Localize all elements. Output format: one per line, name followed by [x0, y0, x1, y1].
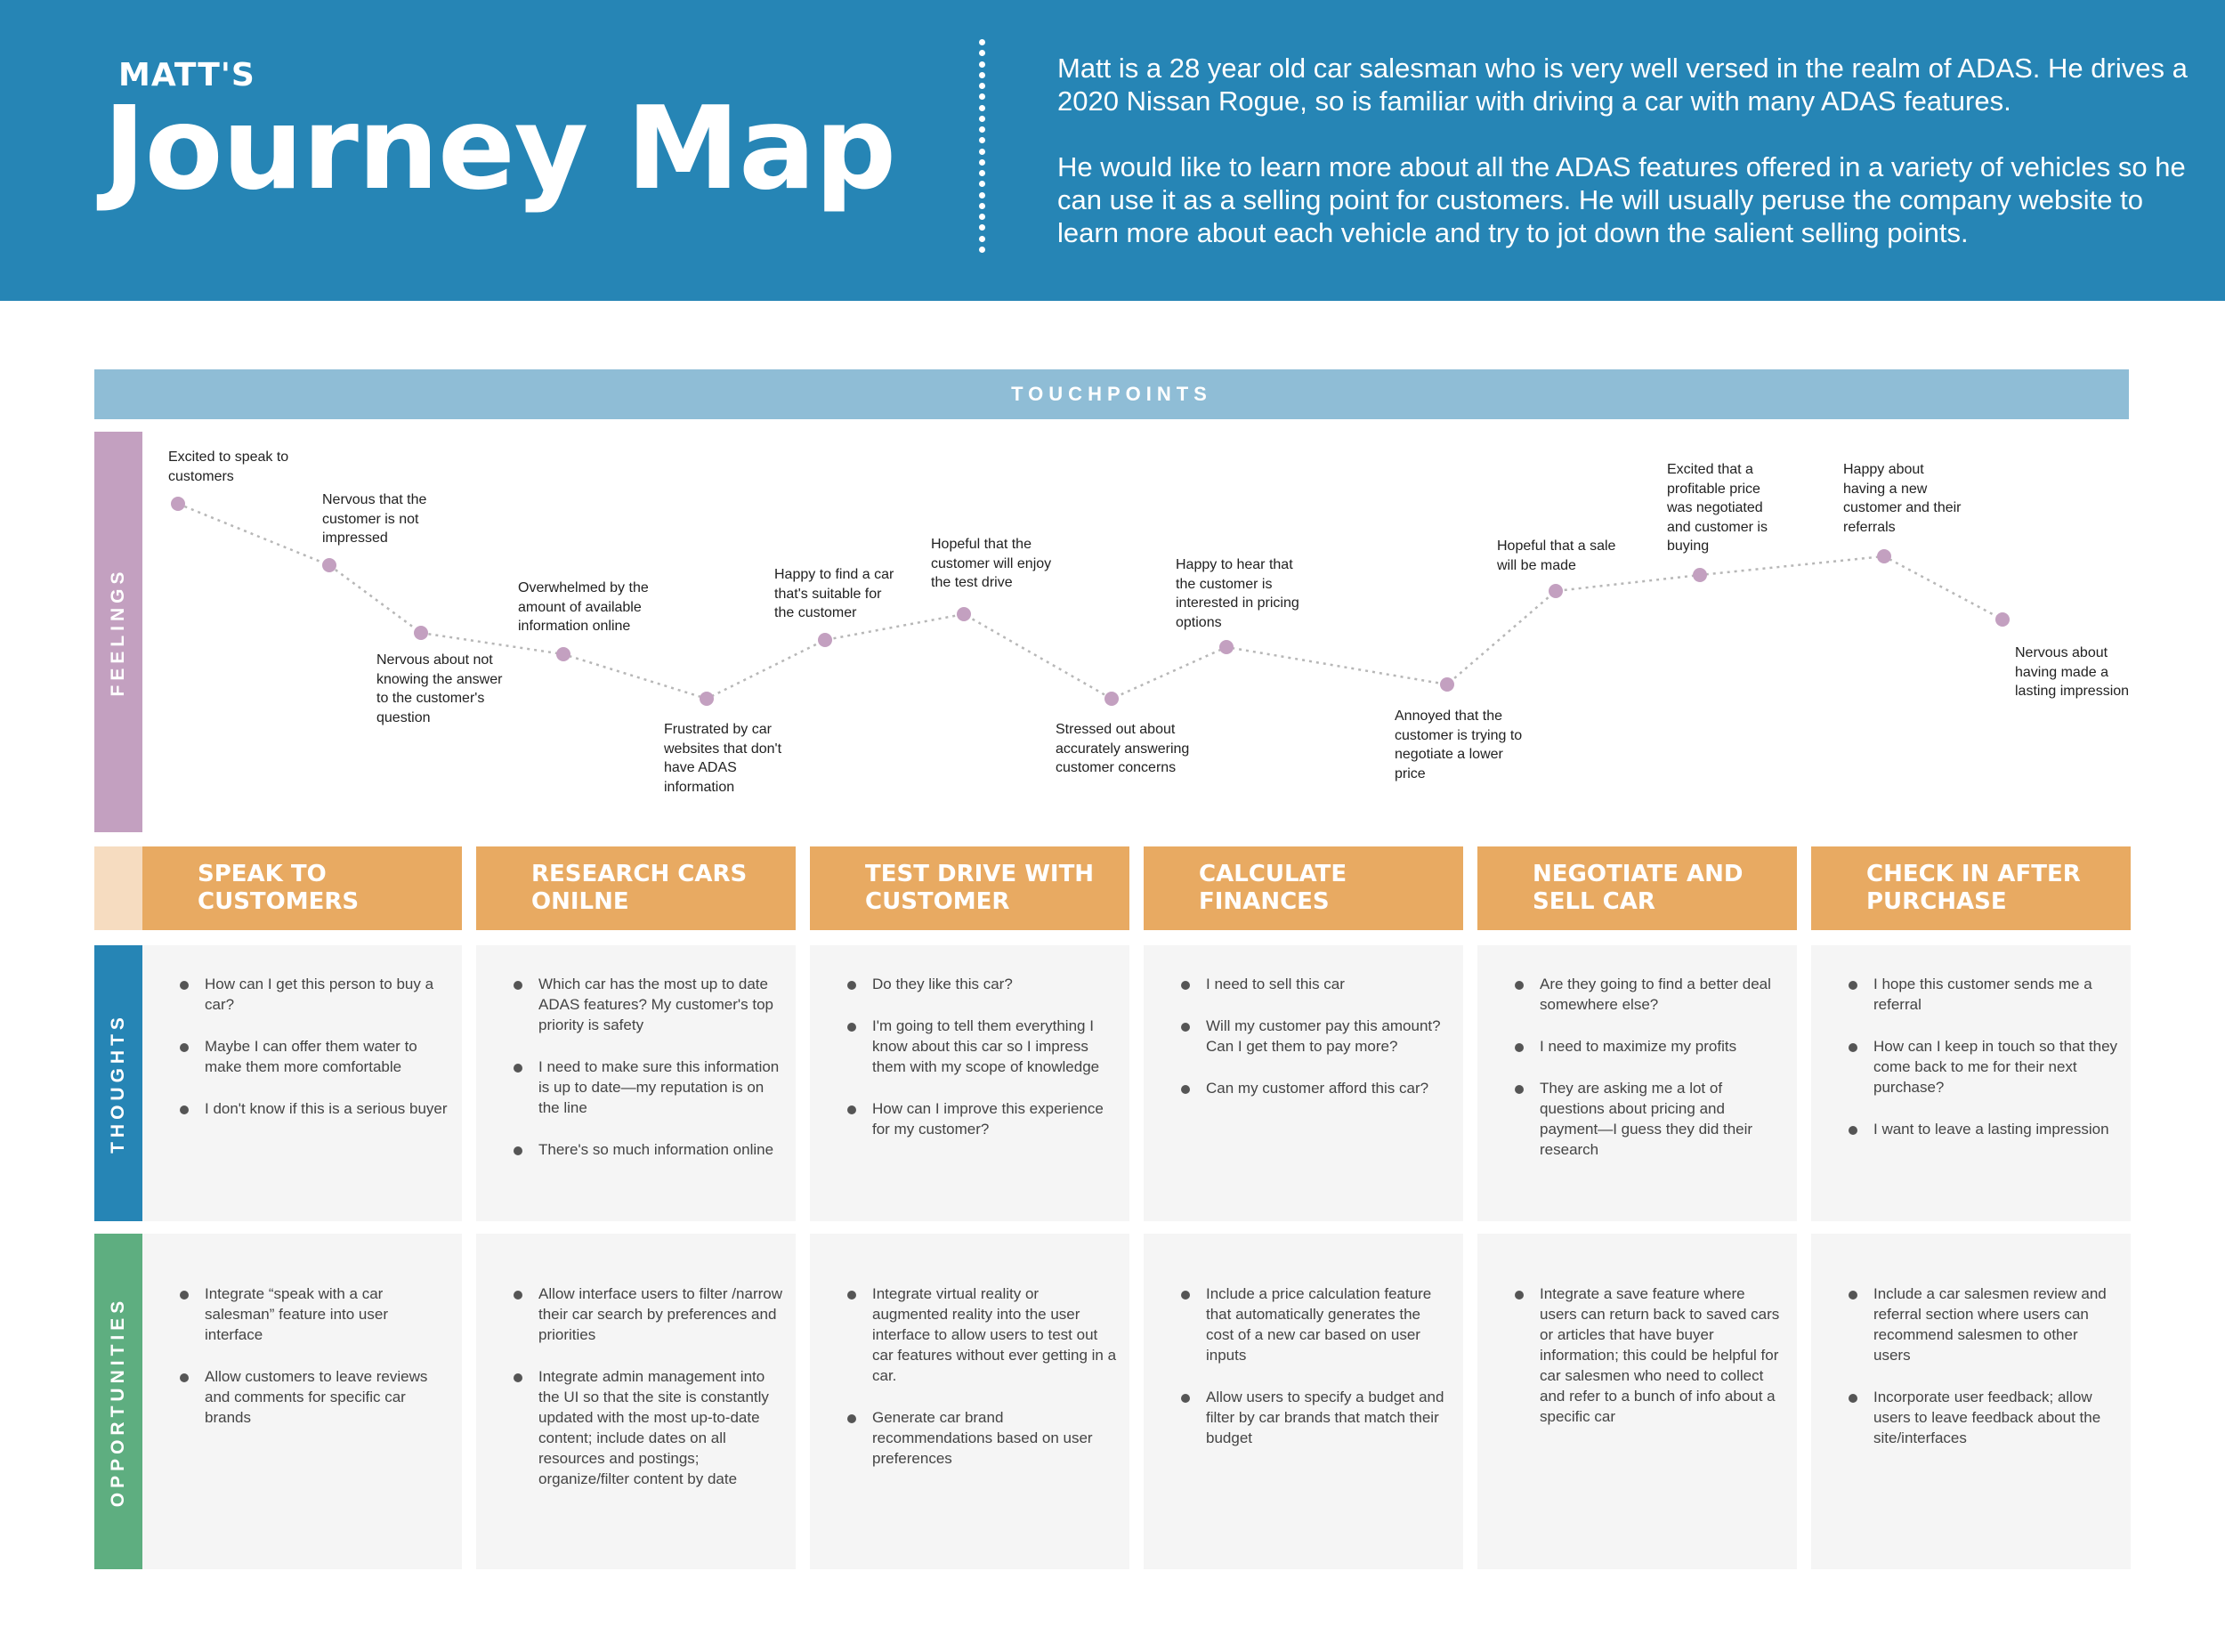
thought-item: Maybe I can offer them water to make them more comfortable	[142, 1036, 462, 1077]
thoughts-label: THOUGHTS	[108, 1013, 128, 1154]
thought-item: I'm going to tell them everything I know about this car so I impress them with my scope of knowledge	[810, 1016, 1129, 1077]
stage-header: NEGOTIATE AND SELL CAR	[1477, 846, 1797, 930]
feeling-point	[1549, 584, 1563, 598]
thoughts-cell	[142, 945, 462, 1221]
opportunity-item: Generate car brand recommendations based on user preferences	[810, 1407, 1129, 1469]
thoughts-cell	[1477, 945, 1797, 1221]
feeling-label: Excited that a profitable price was negotiated and customer is buying	[1667, 462, 1768, 554]
feeling-point	[818, 633, 832, 647]
feeling-point	[1693, 568, 1707, 582]
thought-item: How can I keep in touch so that they come back to me for their next purchase?	[1811, 1036, 2131, 1097]
feeling-label: Happy to find a car that's suitable for the customer	[774, 567, 894, 620]
stage-header: CHECK IN AFTER PURCHASE	[1811, 846, 2131, 930]
opportunities-cell	[142, 1234, 462, 1569]
thought-item: Do they like this car?	[810, 974, 1129, 994]
feeling-label: Hopeful that a sale will be made	[1497, 539, 1616, 573]
stage-header: SPEAK TO CUSTOMERS	[142, 846, 462, 930]
opportunity-item: Allow users to specify a budget and filter by car brands that match their budget	[1144, 1387, 1463, 1448]
feeling-point	[556, 647, 570, 661]
feeling-label: Happy about having a new customer and their referrals	[1843, 462, 1962, 535]
opportunity-item: Integrate admin management into the UI so that the site is constantly updated with the most up-to-date content; include dates on all resources and postings; organize/filter content by date	[476, 1366, 796, 1489]
opportunity-item: Integrate “speak with a car salesman” feature into user interface	[142, 1284, 462, 1345]
opportunities-cell	[476, 1234, 796, 1569]
opportunity-item: Incorporate user feedback; allow users to leave feedback about the site/interfaces	[1811, 1387, 2131, 1448]
feeling-label: Excited to speak to customers	[168, 449, 289, 484]
feeling-point	[171, 497, 185, 511]
opportunities-cell	[1477, 1234, 1797, 1569]
thought-item: There's so much information online	[476, 1139, 796, 1160]
opportunity-item: Include a price calculation feature that automatically generates the cost of a new car based on user inputs	[1144, 1284, 1463, 1365]
thought-item: I hope this customer sends me a referral	[1811, 974, 2131, 1015]
feeling-label: Stressed out about accurately answering customer concerns	[1056, 722, 1190, 775]
feeling-label: Frustrated by car websites that don't have ADAS information	[664, 722, 782, 795]
feelings-label: FEELINGS	[108, 567, 128, 697]
thoughts-cell	[476, 945, 796, 1221]
opportunities-cell	[810, 1234, 1129, 1569]
thought-item: I don't know if this is a serious buyer	[142, 1098, 462, 1119]
thought-item: Will my customer pay this amount? Can I get them to pay more?	[1144, 1016, 1463, 1057]
thoughts-cell	[1144, 945, 1463, 1221]
feeling-point	[1219, 640, 1234, 654]
feeling-label: Nervous about having made a lasting impression	[2015, 645, 2130, 699]
thought-item: Can my customer afford this car?	[1144, 1078, 1463, 1098]
thought-item: They are asking me a lot of questions about pricing and payment—I guess they did their research	[1477, 1078, 1797, 1160]
feeling-label: Happy to hear that the customer is interested in pricing options	[1176, 557, 1299, 630]
feeling-point	[700, 692, 714, 706]
feeling-label: Annoyed that the customer is trying to negotiate a lower price	[1395, 709, 1523, 781]
persona-paragraph: He would like to learn more about all the ADAS features offered in a variety of vehicles so he can use it as a selling point for customers. He will usually peruse the company website to learn more about each vehicle and try to jot down the salient selling points.	[1057, 151, 2186, 248]
feeling-point	[1995, 612, 2010, 627]
feeling-point	[322, 558, 336, 572]
page-title: Journey Map	[103, 83, 896, 215]
feeling-label: Nervous that the customer is not impressed	[322, 492, 427, 546]
feeling-label: Overwhelmed by the amount of available information online	[518, 580, 649, 634]
thought-item: I want to leave a lasting impression	[1811, 1119, 2131, 1139]
opportunity-item: Integrate a save feature where users can return back to saved cars or articles that have buyer information; this could be helpful for car salesmen who need to collect and refer to a bunch of info about a specific car	[1477, 1284, 1797, 1427]
opportunity-item: Allow interface users to filter /narrow their car search by preferences and priorities	[476, 1284, 796, 1345]
opportunities-label: OPPORTUNITIES	[108, 1296, 128, 1507]
feeling-label: Hopeful that the customer will enjoy the test drive	[931, 537, 1052, 590]
opportunity-item: Integrate virtual reality or augmented reality into the user interface to allow users to test out car features without ever getting in a car.	[810, 1284, 1129, 1386]
persona-paragraph: Matt is a 28 year old car salesman who is very well versed in the realm of ADAS. He drives a 2020 Nissan Rogue, so is familiar with driving a car with many ADAS features.	[1057, 53, 2188, 117]
feeling-point	[414, 626, 428, 640]
opportunity-item: Allow customers to leave reviews and comments for specific car brands	[142, 1366, 462, 1428]
feeling-point	[1877, 549, 1891, 563]
thought-item: I need to sell this car	[1144, 974, 1463, 994]
feeling-point	[1440, 677, 1454, 692]
opportunity-item: Include a car salesmen review and referral section where users can recommend salesmen to other users	[1811, 1284, 2131, 1365]
thought-item: I need to maximize my profits	[1477, 1036, 1797, 1057]
thought-item: I need to make sure this information is up to date—my reputation is on the line	[476, 1057, 796, 1118]
touchpoints-bar: TOUCHPOINTS	[94, 369, 2129, 419]
thoughts-cell	[810, 945, 1129, 1221]
thoughts-cell	[1811, 945, 2131, 1221]
feeling-point	[957, 607, 971, 621]
page-subtitle: MATT'S	[118, 57, 255, 93]
thought-item: How can I get this person to buy a car?	[142, 974, 462, 1015]
thought-item: Are they going to find a better deal somewhere else?	[1477, 974, 1797, 1015]
feeling-point	[1104, 692, 1119, 706]
stage-header: TEST DRIVE WITH CUSTOMER	[810, 846, 1129, 930]
stage-header: CALCULATE FINANCES	[1144, 846, 1463, 930]
thought-item: Which car has the most up to date ADAS features? My customer's top priority is safety	[476, 974, 796, 1035]
stage-header: RESEARCH CARS ONILNE	[476, 846, 796, 930]
opportunities-cell	[1144, 1234, 1463, 1569]
feeling-label: Nervous about not knowing the answer to the customer's question	[376, 652, 503, 725]
opportunities-cell	[1811, 1234, 2131, 1569]
thought-item: How can I improve this experience for my customer?	[810, 1098, 1129, 1139]
